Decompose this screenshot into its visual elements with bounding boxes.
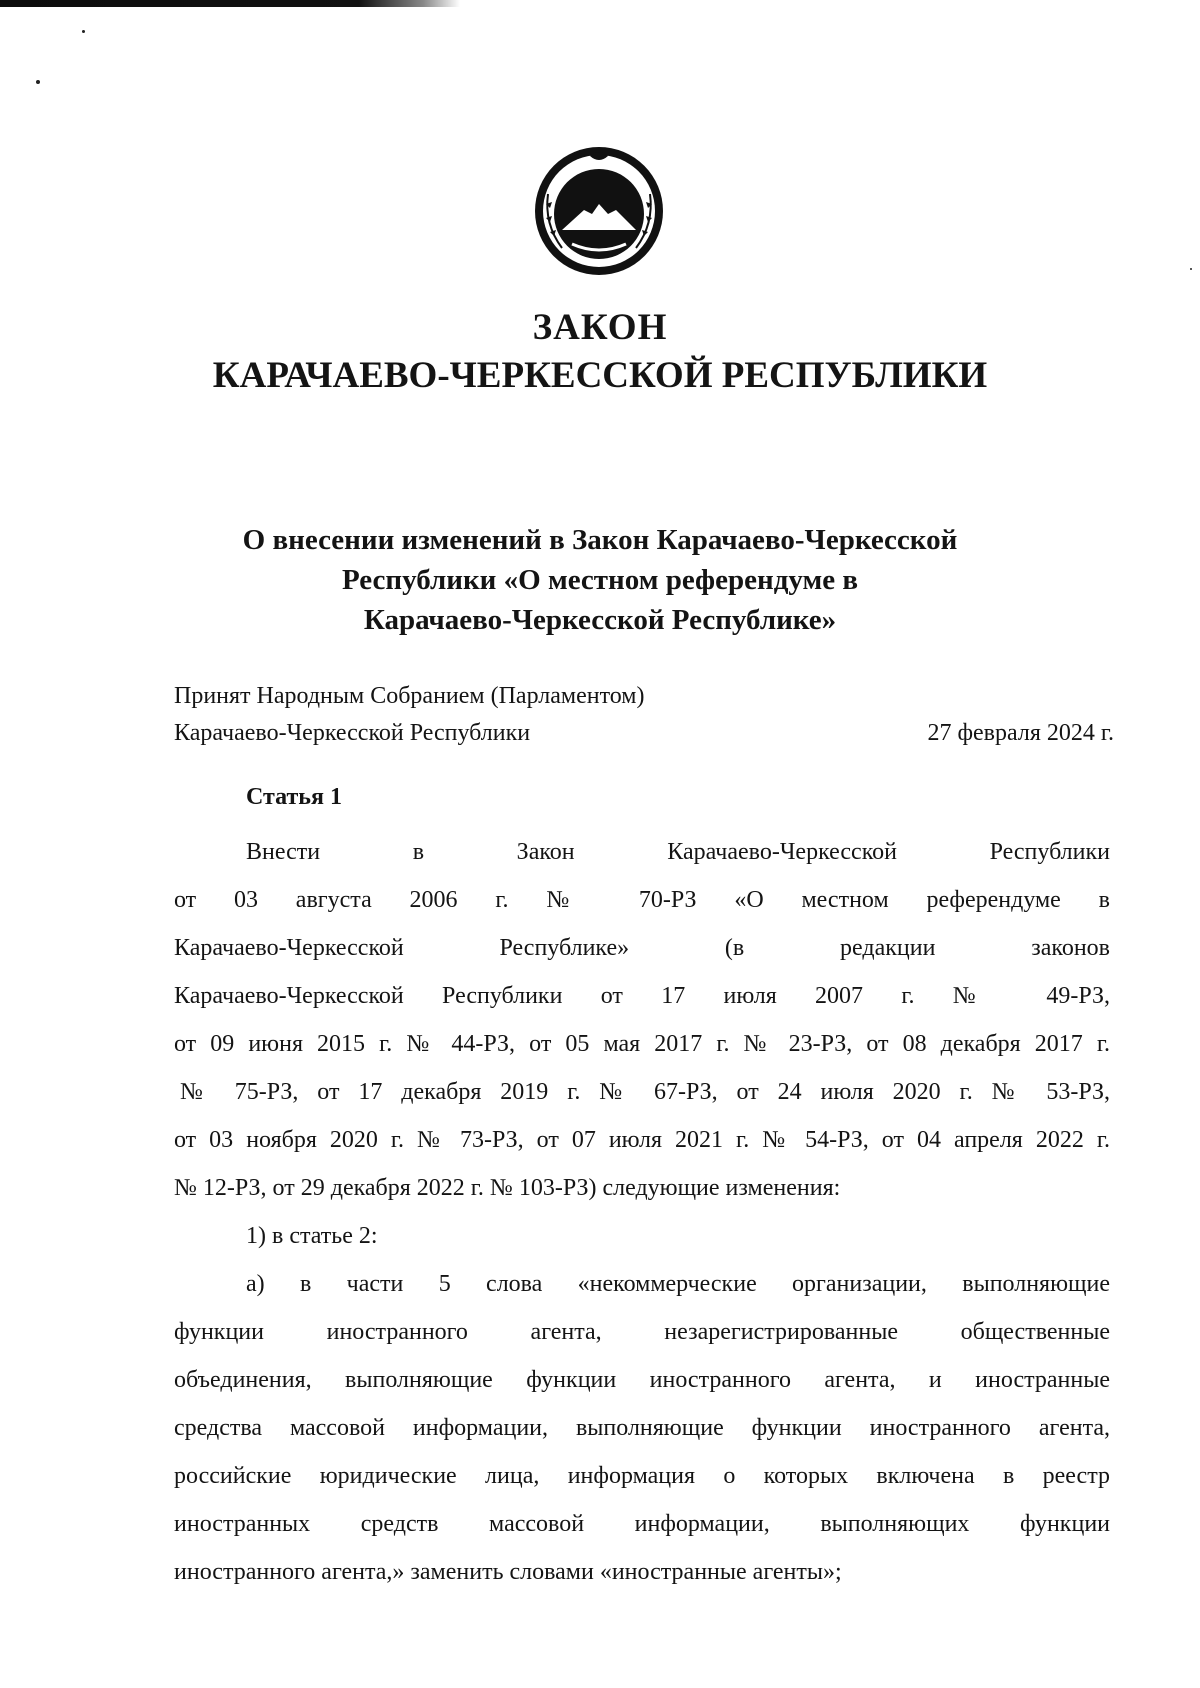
body-line: № 75-РЗ, от 17 декабря 2019 г. № 67-РЗ, от 24 июля 2020 г. № 53-РЗ, (180, 1079, 1110, 1105)
body-line: от 03 ноября 2020 г. № 73-РЗ, от 07 июля 2021 г. № 54-РЗ, от 04 апреля 2022 г. (174, 1127, 1110, 1153)
body-line: Карачаево-Черкесской Республике» (в редакции законов (174, 935, 1110, 961)
republic-emblem-icon (532, 144, 666, 278)
body-line: № 12-РЗ, от 29 декабря 2022 г. № 103-РЗ) следующие изменения: (174, 1175, 841, 1201)
body-line: средства массовой информации, выполняющие функции иностранного агента, (174, 1415, 1110, 1441)
republic-name: КАРАЧАЕВО-ЧЕРКЕССКОЙ РЕСПУБЛИКИ (212, 355, 988, 396)
body-line: Внести в Закон Карачаево-Черкесской Республики (246, 839, 1110, 865)
body-line: иностранных средств массовой информации, выполняющих функции (174, 1511, 1110, 1537)
body-line: от 03 августа 2006 г. № 70-РЗ «О местном референдуме в (174, 887, 1110, 913)
article-body (174, 828, 1110, 1596)
body-line: а) в части 5 слова «некоммерческие организации, выполняющие (246, 1271, 1110, 1297)
body-line: функции иностранного агента, незарегистрированные общественные (174, 1319, 1110, 1345)
adopted-by-line: Карачаево-Черкесской Республики (174, 720, 531, 746)
scan-speck (1190, 268, 1192, 270)
subject-line: Республики «О местном референдуме в (341, 564, 859, 596)
adoption-date: 27 февраля 2024 г. (927, 720, 1114, 746)
subject-line: Карачаево-Черкесской Республике» (363, 604, 837, 636)
body-line: Карачаево-Черкесской Республики от 17 июля 2007 г. № 49-РЗ, (174, 983, 1110, 1009)
article-heading: Статья 1 (246, 784, 342, 810)
scan-speck (36, 80, 40, 84)
adopted-by-line: Принят Народным Собранием (Парламентом) (174, 683, 645, 709)
adoption-info (174, 678, 1114, 752)
law-subject (180, 520, 1020, 640)
subject-line: О внесении изменений в Закон Карачаево-Черкесской (242, 524, 958, 556)
scan-edge-mark (0, 0, 460, 7)
body-line: российские юридические лица, информация о которых включена в реестр (174, 1463, 1110, 1489)
scan-speck (82, 30, 85, 33)
body-line: 1) в статье 2: (246, 1223, 378, 1249)
body-line: иностранного агента,» заменить словами «иностранные агенты»; (174, 1559, 842, 1585)
document-title: ЗАКОН (532, 307, 668, 348)
body-line: объединения, выполняющие функции иностранного агента, и иностранные (174, 1367, 1110, 1393)
body-line: от 09 июня 2015 г. № 44-РЗ, от 05 мая 2017 г. № 23-РЗ, от 08 декабря 2017 г. (174, 1031, 1110, 1057)
